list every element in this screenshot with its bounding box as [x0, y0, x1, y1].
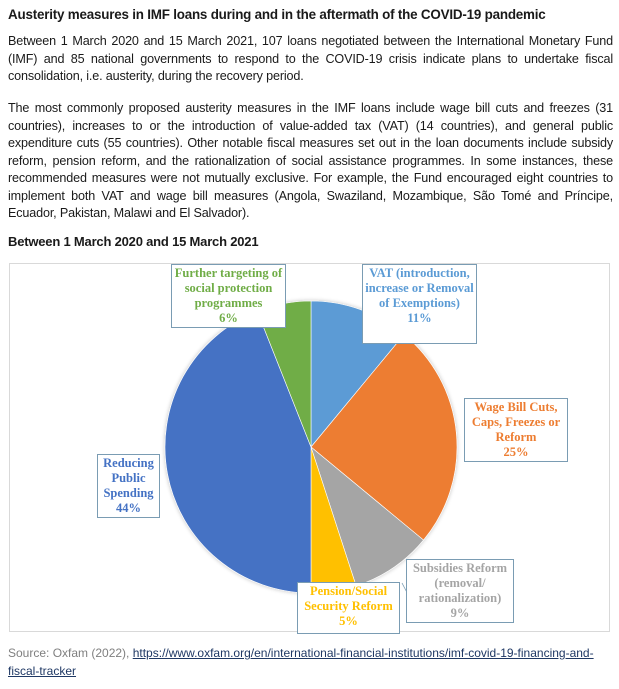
label-subsidies	[406, 559, 514, 623]
label-reducing-pct: 44%	[116, 501, 141, 515]
label-subsidies-name: Subsidies Reform (removal/ rationalization)	[412, 561, 508, 605]
label-vat-name: VAT (introduction, increase or Removal of Exemptions)	[365, 266, 474, 310]
label-reducing-name: Reducing Public Spending	[103, 456, 154, 500]
source-prefix: Source: Oxfam (2022),	[8, 646, 133, 660]
pie-chart	[9, 263, 610, 632]
label-targeting-pct: 6%	[219, 311, 238, 325]
chart-title: Between 1 March 2020 and 15 March 2021	[8, 234, 259, 249]
label-wage-pct: 25%	[503, 445, 529, 459]
label-reducing	[97, 454, 160, 518]
intro-paragraph: Between 1 March 2020 and 15 March 2021, 107 loans negotiated between the International Monetary Fund (IMF) and 85 national governments to respond to the COVID-19 crisis indicate plans to undertake fiscal consolidation, i.e. austerity, during the recovery period.	[8, 34, 613, 83]
label-vat	[362, 264, 477, 344]
label-pension-pct: 5%	[339, 614, 358, 628]
measures-paragraph: The most commonly proposed austerity measures in the IMF loans include wage bill cuts and freezes (31 countries), increases to or the introduction of value-added tax (VAT) (14 countries), and general public expenditure cuts (55 countries). Other notable fiscal measures set out in the loan documents include subsidy reform, pension reform, and the rationalization of social assistance programmes. In some instances, these recommended measures were not mutually exclusive. For example, the Fund encouraged eight countries to implement both VAT and wage bill measures (Angola, Swaziland, Mozambique, São Tomé and Príncipe, Ecuador, Pakistan, Malawi and El Salvador).	[8, 101, 613, 220]
label-pension	[297, 582, 400, 634]
label-subsidies-pct: 9%	[450, 606, 470, 620]
label-targeting	[171, 264, 286, 328]
label-wage	[464, 398, 568, 462]
source-link[interactable]: https://www.oxfam.org/en/international-financial-institutions/imf-covid-19-financing-and-fiscal-tracker	[8, 646, 594, 678]
label-pension-name: Pension/Social Security Reform	[304, 584, 393, 613]
label-wage-name: Wage Bill Cuts, Caps, Freezes or Reform	[471, 400, 561, 444]
label-vat-pct: 11%	[407, 311, 432, 325]
page-title: Austerity measures in IMF loans during and in the aftermath of the COVID-19 pandemic	[8, 7, 546, 22]
label-targeting-name: Further targeting of social protection programmes	[174, 266, 283, 310]
source-note	[8, 644, 613, 680]
